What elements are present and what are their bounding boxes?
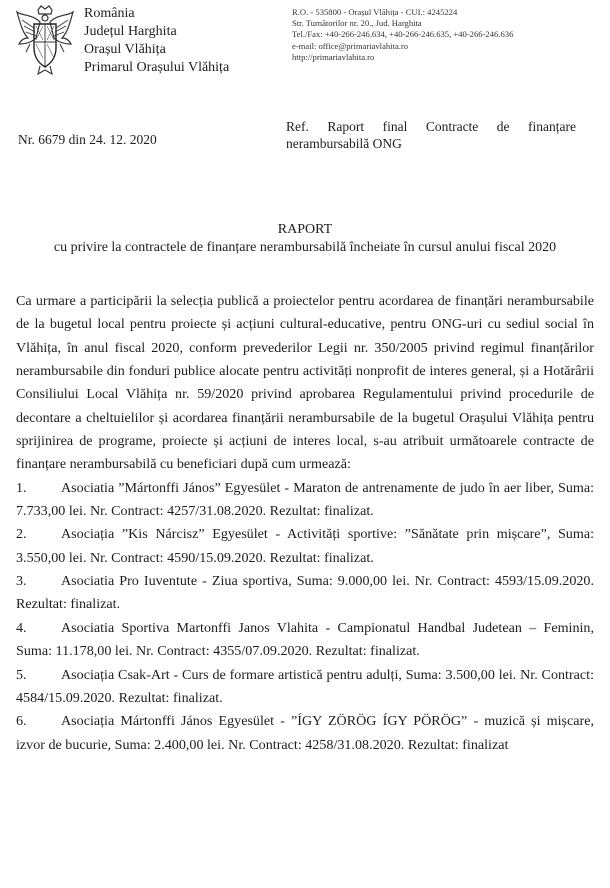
list-item [16,570,594,617]
list-item [16,523,594,570]
coat-of-arms-icon [14,4,76,78]
title-heading: RAPORT [277,222,333,237]
intro-paragraph: Ca urmare a participării la selecția publică a proiectelor pentru acordarea de finanțări nerambursabile de la bugetul local pentru proiecte și acțiuni cultural-educative, pentru ONG-uri cu sediul social în Vlăhița, în anul fiscal 2020, conform prevederilor Legii nr. 350/2005 privind regimul finanțărilor nerambursabile din fonduri publice alocate pentru activități nonprofit de interes general, și a Hotărârii Consiliului Local Vlăhița nr. 59/2020 privind aprobarea Regulamentului privind procedurile de decontare a cheltuielilor și acordarea finanțării nerambursabile de la bugetul Orașului Vlăhița pentru sprijinirea de programe, proiecte și acțiuni de interes local, s-au atribuit următoarele contracte de finanțare nerambursabilă cu beneficiari după cum urmează: [16,293,594,473]
list-item [16,477,594,524]
list-item [16,710,594,757]
institution-line: Primarul Orașului Vlăhița [84,60,230,75]
institution-line: Județul Harghita [84,24,177,39]
item-text: Asociatia Sportiva Martonffi Janos Vlahita - Campionatul Handbal Judetean – Feminin, Suma: 11.178,00 lei. Nr. Contract: 4355/07.09.2020. Rezultat: finalizat. [16,619,594,660]
item-number: 5. [16,666,27,683]
item-text: Asociația Csak-Art - Curs de formare artistică pentru adulți, Suma: 3.500,00 lei. Nr. Contract: 4584/15.09.2020. Rezultat: finalizat. [16,666,594,706]
item-text: Asociația ”Kis Nárcisz” Egyesület - Activități sportive: ”Sănătate prin mișcare”, Suma: 3.550,00 lei. Nr. Contract: 4590/15.09.2020. Rezultat: finalizat. [16,526,594,566]
registration-number: Nr. 6679 din 24. 12. 2020 [18,132,157,147]
institution-name [84,5,229,77]
institution-line: Orașul Vlăhița [84,42,166,57]
title-subheading: cu privire la contractele de finanțare nerambursabilă încheiate în cursul anului fiscal 2020 [53,240,557,255]
list-item [16,664,594,711]
item-number: 3. [16,573,27,590]
contact-email[interactable]: e-mail: office@primariavlahita.ro [292,40,409,51]
item-text: Asociatia Pro Iuventute - Ziua sportiva, Suma: 9.000,00 lei. Nr. Contract: 4593/15.09.2020. Rezultat: finalizat. [16,573,594,613]
document-title [0,221,610,257]
list-item [16,617,594,664]
contact-address: R.O. - 535800 - Orașul Vlăhița - CUI.: 4245224 [292,7,458,17]
item-number: 6. [16,713,27,730]
contact-block [292,7,513,63]
contact-street: Str. Turnătorilor nr. 20., Jud. Harghita [292,18,422,29]
reference-line: Ref. Raport final Contracte de finanțare nerambursabilă ONG [286,119,576,151]
item-text: Asociatia ”Mártonffi János” Egyesület - Maraton de antrenamente de judo în aer liber, Suma: 7.733,00 lei. Nr. Contract: 4257/31.08.2020. Rezultat: finalizat. [16,479,594,520]
institution-line: România [84,6,135,21]
item-text: Asociația Mártonffi János Egyesület - ”ÍGY ZÖRÖG ÍGY PÖRÖG” - muzică și mișcare, izvor de bucurie, Suma: 2.400,00 lei. Nr. Contract: 4258/31.08.2020. Rezultat: finalizat [16,713,594,753]
item-number: 4. [16,619,27,636]
item-number: 1. [16,479,27,496]
contact-website[interactable]: http://primariavlahita.ro [292,51,375,62]
contact-phone: Tel./Fax: +40-266-246.634, +40-266-246.635, +40-266-246.636 [292,29,514,40]
item-number: 2. [16,526,27,543]
document-body [16,290,594,757]
